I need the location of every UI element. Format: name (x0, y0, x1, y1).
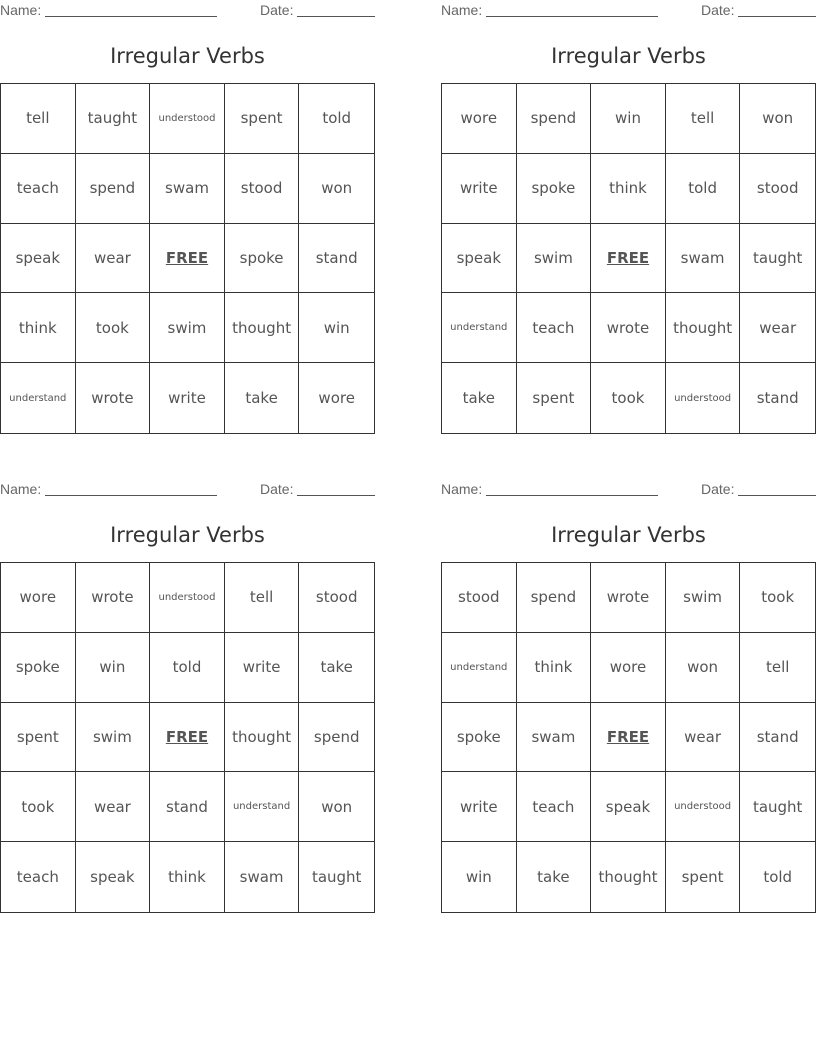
bingo-cell: took (1, 772, 76, 842)
bingo-cell: think (150, 842, 225, 912)
bingo-cell: taught (740, 224, 815, 294)
bingo-cell: understand (442, 293, 517, 363)
bingo-cell: take (299, 633, 374, 703)
bingo-cell: told (763, 868, 793, 887)
bingo-cell: thought (591, 842, 666, 912)
name-label: Name: (441, 2, 483, 18)
bingo-cell: take (442, 363, 517, 433)
bingo-card (441, 479, 816, 919)
bingo-cell: write (150, 363, 225, 433)
bingo-cell: teach (517, 772, 592, 842)
bingo-cell: spend (76, 154, 151, 224)
bingo-grid (441, 83, 816, 434)
bingo-cell: write (442, 154, 517, 224)
bingo-cell: spend (517, 563, 592, 633)
bingo-cell: win (591, 84, 666, 154)
free-space-cell: FREE (150, 224, 225, 294)
bingo-cell: understood (150, 563, 225, 633)
bingo-cell: stand (299, 224, 374, 294)
bingo-card (441, 0, 816, 440)
bingo-cell: spend (299, 703, 374, 773)
bingo-grid (0, 83, 375, 434)
bingo-cell: understand (1, 363, 76, 433)
bingo-cell: swam (666, 224, 741, 294)
bingo-cell: write (225, 633, 300, 703)
bingo-cell: write (442, 772, 517, 842)
bingo-cell: taught (740, 772, 815, 842)
date-blank-line (297, 495, 375, 496)
card-title: Irregular Verbs (110, 523, 265, 547)
date-label: Date: (260, 2, 294, 18)
bingo-cell: stand (150, 772, 225, 842)
name-blank-line (486, 16, 658, 17)
bingo-cell: teach (1, 842, 76, 912)
bingo-cell: tell (225, 563, 300, 633)
card-title: Irregular Verbs (110, 44, 265, 68)
bingo-cell: wrote (76, 563, 151, 633)
bingo-cell: win (299, 293, 374, 363)
bingo-cell: swim (517, 224, 592, 294)
bingo-cell: told (299, 84, 374, 154)
bingo-cell: wore (1, 563, 76, 633)
bingo-cell: think (1, 293, 76, 363)
bingo-cell: wear (76, 224, 151, 294)
name-label: Name: (0, 2, 42, 18)
bingo-cell: wear (666, 703, 741, 773)
name-blank-line (45, 495, 217, 496)
date-label: Date: (701, 481, 735, 497)
bingo-card (0, 0, 375, 440)
bingo-cell: understand (225, 772, 300, 842)
free-space-cell: FREE (150, 703, 225, 773)
bingo-cell: take (225, 363, 300, 433)
free-space-cell: FREE (591, 224, 666, 294)
name-label: Name: (0, 481, 42, 497)
date-blank-line (738, 16, 816, 17)
bingo-cell: wore (442, 84, 517, 154)
bingo-cell: take (517, 842, 592, 912)
bingo-cell: spoke (442, 703, 517, 773)
bingo-cell: understand (442, 633, 517, 703)
bingo-cell: wrote (591, 563, 666, 633)
bingo-cell: speak (591, 772, 666, 842)
bingo-cell: wear (76, 772, 151, 842)
bingo-cell: stood (740, 154, 815, 224)
bingo-cell: took (591, 363, 666, 433)
bingo-cell: spent (517, 363, 592, 433)
name-blank-line (45, 16, 217, 17)
name-label: Name: (441, 481, 483, 497)
bingo-cell: tell (1, 84, 76, 154)
bingo-cell: understood (666, 772, 741, 842)
bingo-cell: teach (517, 293, 592, 363)
bingo-cell: told (666, 154, 741, 224)
name-date-header (0, 2, 375, 18)
bingo-cell: speak (1, 224, 76, 294)
bingo-cell: tell (666, 84, 741, 154)
bingo-cell: speak (76, 842, 151, 912)
bingo-cell: understood (666, 363, 741, 433)
bingo-cell: win (442, 842, 517, 912)
bingo-cell: swim (76, 703, 151, 773)
bingo-cell: stood (299, 563, 374, 633)
bingo-cell: spend (517, 84, 592, 154)
bingo-cell: spoke (225, 224, 300, 294)
name-blank-line (486, 495, 658, 496)
bingo-cell: swim (666, 563, 741, 633)
bingo-cell: spent (225, 84, 300, 154)
card-title: Irregular Verbs (551, 44, 706, 68)
bingo-cell: think (591, 154, 666, 224)
bingo-grid (0, 562, 375, 913)
bingo-cell: stood (442, 563, 517, 633)
bingo-cell: wrote (76, 363, 151, 433)
bingo-card (0, 479, 375, 919)
bingo-cell: thought (225, 293, 300, 363)
bingo-cell: swim (150, 293, 225, 363)
bingo-cell: taught (76, 84, 151, 154)
date-label: Date: (260, 481, 294, 497)
bingo-grid (441, 562, 816, 913)
bingo-cell: swam (225, 842, 300, 912)
date-blank-line (297, 16, 375, 17)
bingo-cell: won (299, 772, 374, 842)
bingo-cell: stood (225, 154, 300, 224)
bingo-cell: told (150, 633, 225, 703)
bingo-cell: thought (225, 703, 300, 773)
bingo-cell: won (740, 84, 815, 154)
bingo-cell: speak (442, 224, 517, 294)
bingo-cell: took (740, 563, 815, 633)
bingo-cell: spent (666, 842, 741, 912)
bingo-cell: wore (591, 633, 666, 703)
bingo-cell: wear (740, 293, 815, 363)
date-label: Date: (701, 2, 735, 18)
bingo-cell: spoke (1, 633, 76, 703)
date-blank-line (738, 495, 816, 496)
name-date-header (441, 481, 816, 497)
bingo-cell: tell (740, 633, 815, 703)
bingo-cell: swam (150, 154, 225, 224)
free-space-cell: FREE (591, 703, 666, 773)
bingo-cell: won (666, 633, 741, 703)
bingo-cell: think (517, 633, 592, 703)
card-title: Irregular Verbs (551, 523, 706, 547)
bingo-cell: spoke (517, 154, 592, 224)
bingo-cell: stand (740, 703, 815, 773)
bingo-cell: spent (1, 703, 76, 773)
bingo-cell: took (76, 293, 151, 363)
bingo-cell: thought (666, 293, 741, 363)
bingo-cell: wrote (591, 293, 666, 363)
bingo-cell: stand (756, 389, 799, 408)
bingo-cell: won (299, 154, 374, 224)
name-date-header (0, 481, 375, 497)
name-date-header (441, 2, 816, 18)
bingo-cell: teach (1, 154, 76, 224)
bingo-cell: taught (311, 868, 362, 887)
bingo-cell: understood (150, 84, 225, 154)
bingo-cell: swam (517, 703, 592, 773)
bingo-cell: wore (318, 389, 355, 408)
bingo-cell: win (76, 633, 151, 703)
